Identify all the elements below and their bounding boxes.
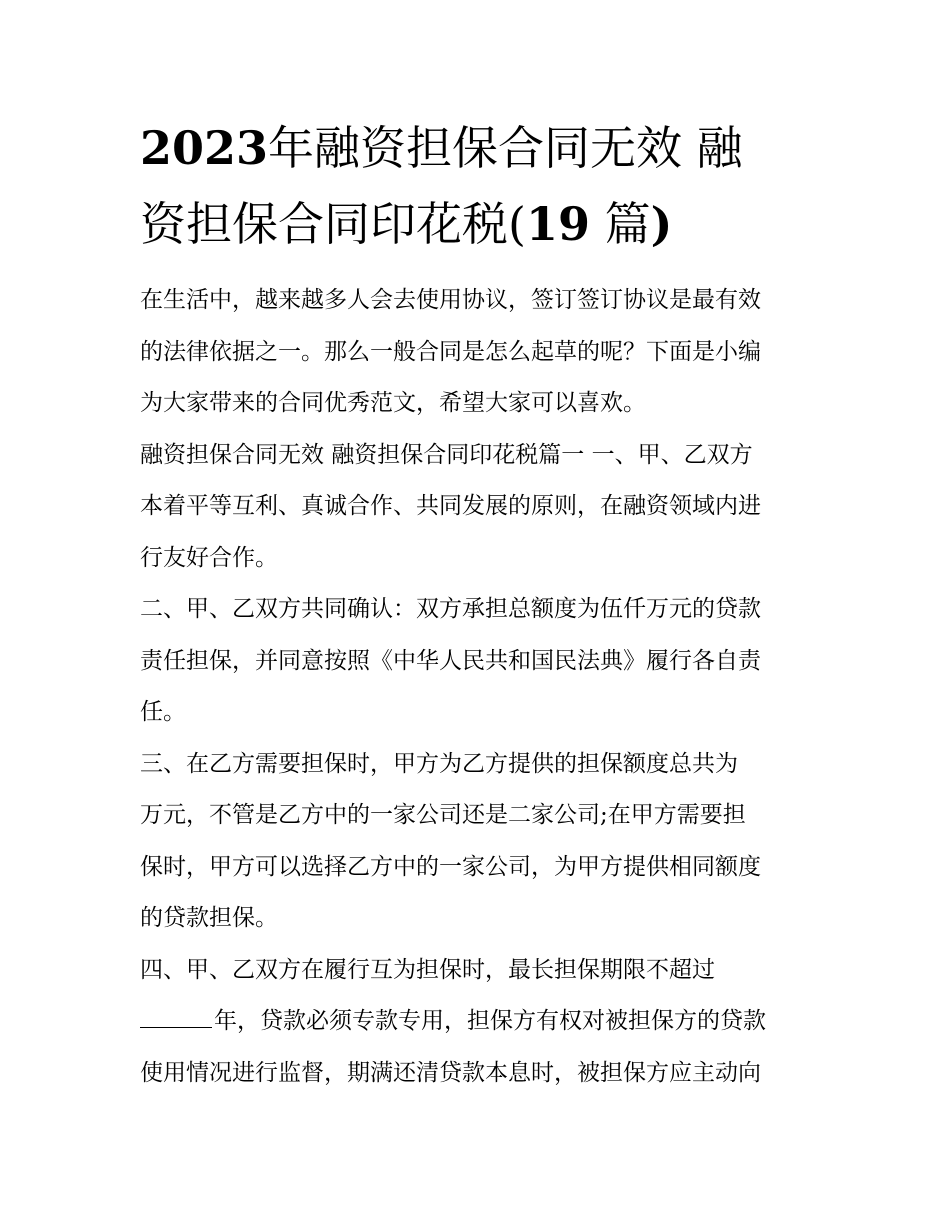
body-line: 三、在乙方需要担保时，甲方为乙方提供的担保额度总共为 xyxy=(140,750,738,777)
body-line: 使用情况进行监督，期满还清贷款本息时，被担保方应主动向 xyxy=(140,1059,761,1086)
fill-in-blank xyxy=(140,1004,212,1028)
body-line: 任。 xyxy=(140,699,186,725)
document-body xyxy=(140,275,820,1099)
body-line: 二、甲、乙双方共同确认：双方承担总额度为伍仟万元的贷款 xyxy=(140,596,761,622)
body-line: 四、甲、乙双方在履行互为担保时，最长担保期限不超过 xyxy=(140,956,715,983)
title-text-1: 年融资担保合同无效 融 xyxy=(268,121,743,175)
title-text-3: 篇 xyxy=(589,197,651,251)
body-line-text: 年，贷款必须专款专用，担保方有权对被担保方的贷款 xyxy=(214,1008,766,1034)
body-line: 万元，不管是乙方中的一家公司还是二家公司;在甲方需要担 xyxy=(140,802,746,828)
document-title xyxy=(140,110,830,262)
title-count: 19 xyxy=(525,197,590,251)
title-close-paren: ) xyxy=(650,197,673,251)
body-line: 保时，甲方可以选择乙方中的一家公司，为甲方提供相同额度 xyxy=(140,853,761,880)
body-line: 为大家带来的合同优秀范文，希望大家可以喜欢。 xyxy=(140,390,646,416)
title-text-2: 资担保合同印花税( xyxy=(140,197,526,251)
body-line: 责任担保，并同意按照《中华人民共和国民法典》履行各自责 xyxy=(140,647,761,674)
body-line: 的贷款担保。 xyxy=(140,905,278,931)
title-line-2 xyxy=(140,186,830,262)
body-line: 在生活中，越来越多人会去使用协议，签订签订协议是最有效 xyxy=(140,287,761,313)
body-line: 的法律依据之一。那么一般合同是怎么起草的呢？下面是小编 xyxy=(140,338,761,365)
title-year: 2023 xyxy=(140,121,269,175)
body-line: 融资担保合同无效 融资担保合同印花税篇一 一、甲、乙双方 xyxy=(140,441,753,468)
body-line: 本着平等互利、真诚合作、共同发展的原则，在融资领域内进 xyxy=(140,493,761,519)
body-line: 行友好合作。 xyxy=(140,544,278,571)
body-line-with-blank xyxy=(140,996,820,1048)
title-line-1 xyxy=(140,110,830,186)
